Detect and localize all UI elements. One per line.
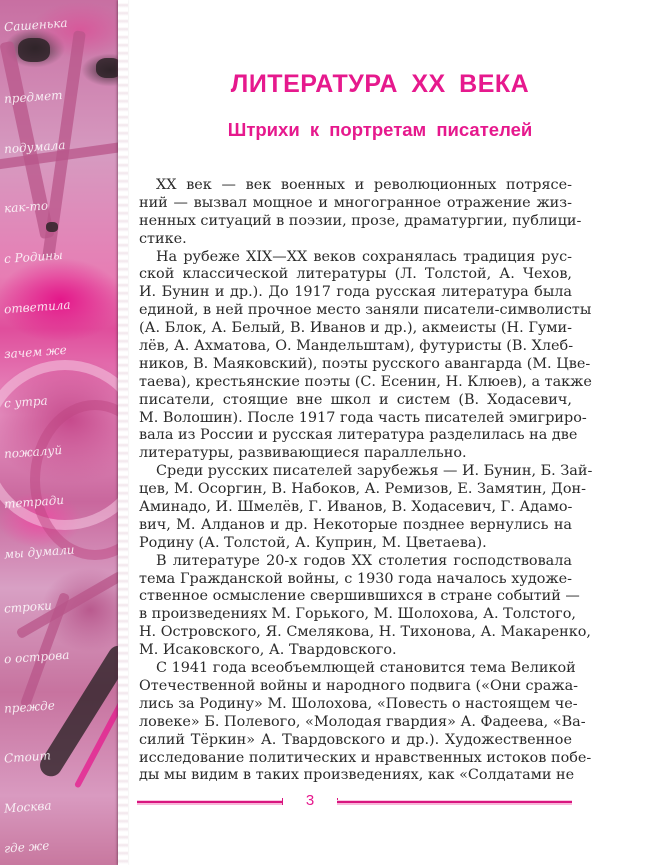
text-line: ников, В. Маяковский), поэты русского авангарда (М. Цве- [139,355,591,372]
text-line: XX век — век военных и революционных потрясе- [156,177,572,193]
handwriting-scribble: Сашенька [3,15,68,35]
text-line: И. Бунин и др.). До 1917 года русская литература была [139,284,572,301]
text-line: Среди русских писателей зарубежья — И. Бунин, Б. Зай- [156,463,593,480]
ink-blot [46,222,58,232]
text-line: таева), крестьянские поэты (С. Есенин, Н. Клюев), а также [139,373,592,390]
text-line: М. Исаковского, А. Твардовского. [139,642,397,659]
text-line: ской классической литературы (Л. Толстой, А. Чехов, [139,266,572,283]
handwriting-scribble: предмет [3,87,63,107]
page-number: 3 [305,792,315,809]
handwriting-scribble: мы думали [3,542,75,562]
text-line: вич, М. Алданов и др. Некоторые позднее вернулись на [139,516,572,533]
handwriting-scribble: ответила [3,297,72,317]
handwriting-scribble: зачем же [3,342,68,362]
footer-rule-end-tick [282,798,283,805]
text-line: Родину (А. Толстой, А. Куприн, М. Цветаева). [139,534,487,551]
text-line: исследование политических и нравственных истоков побе- [139,749,592,766]
handwriting-scribble: прежде [3,698,56,716]
handwriting-scribble: строки [3,598,53,616]
text-line: цев, М. Осоргин, В. Набоков, А. Ремизов, Е. Замятин, Дон- [139,481,586,498]
torn-paper-edge [118,0,128,865]
text-line: вала из России и русская литература разделилась на две [139,427,578,444]
page-title: ЛИТЕРАТУРА XX ВЕКА [230,70,530,98]
page-subtitle: Штрихи к портретам писателей [227,119,533,140]
handwriting-scribble: Стоит [3,748,52,766]
text-line: в произведениях М. Горького, М. Шолохова, А. Толстого, [139,606,576,623]
paragraph [139,463,593,552]
text-line: С 1941 года всеобъемлющей становится тема Великой [156,660,576,677]
handwriting-scribble: подумала [3,137,66,157]
handwriting-scribble: о острова [3,647,70,667]
text-line: стике. [139,230,187,247]
handwriting-scribble: с утра [3,393,49,411]
text-line: писатели, стоящие вне школ и систем (В. Ходасевич, [139,391,572,408]
text-line: силий Тёркин» А. Твардовского и др.). Художественное [139,731,572,748]
handwriting-scribble: с Родины [3,247,64,267]
paragraph [139,248,592,464]
text-line: ний — вызвал мощное и многогранное отражение жиз- [139,194,572,211]
handwriting-scribble: пожалуй [3,442,63,462]
text-line: ды мы видим в таких произведениях, как «Солдатами не [139,767,575,784]
text-line: единой, в ней прочное место заняли писатели-символисты [139,302,592,319]
paragraph [139,552,592,660]
body-text [139,177,593,785]
text-line: тема Гражданской войны, с 1930 года началось художе- [139,570,572,587]
text-line: литературы, развивающиеся параллельно. [139,445,467,462]
text-line: Аминадо, И. Шмелёв, Г. Иванов, В. Ходасевич, Г. Адамо- [139,499,573,516]
text-line: ловеке» Б. Полевого, «Молодая гвардия» А. Фадеева, «Ва- [139,713,586,730]
handwriting-scribble: как-то [3,198,49,216]
text-line: М. Волошин). После 1917 года часть писателей эмигриро- [139,409,587,426]
handwriting-scribble: где же [3,838,50,856]
text-line: ственное осмысление свершившихся в стране событий — [139,588,580,605]
text-line: ненных ситуаций в поэзии, прозе, драматургии, публици- [139,212,582,229]
text-line: Отечественной войны и народного подвига («Они сража- [139,677,579,694]
text-line: Н. Островского, Я. Смелякова, Н. Тихонова, А. Макаренко, [139,624,592,641]
paragraph [139,177,582,249]
paragraph [139,660,592,785]
decorative-collage-strip [0,0,124,865]
ink-blot [18,38,50,62]
text-line: На рубеже XIX—XX веков сохранялась традиция рус- [156,248,572,265]
footer-rule-left [137,801,283,803]
text-line: В литературе 20-х годов XX столетия господствовала [156,552,572,569]
text-line: лись за Родину» М. Шолохова, «Повесть о настоящем че- [139,695,578,712]
text-line: лёв, А. Ахматова, О. Мандельштам), футуристы (В. Хлеб- [139,338,574,355]
text-line: (А. Блок, А. Белый, В. Иванов и др.), акмеисты (Н. Гуми- [139,320,572,337]
footer-rule-right [337,801,572,803]
handwriting-scribble: Москва [3,798,52,816]
handwriting-scribble: тетради [3,492,65,512]
